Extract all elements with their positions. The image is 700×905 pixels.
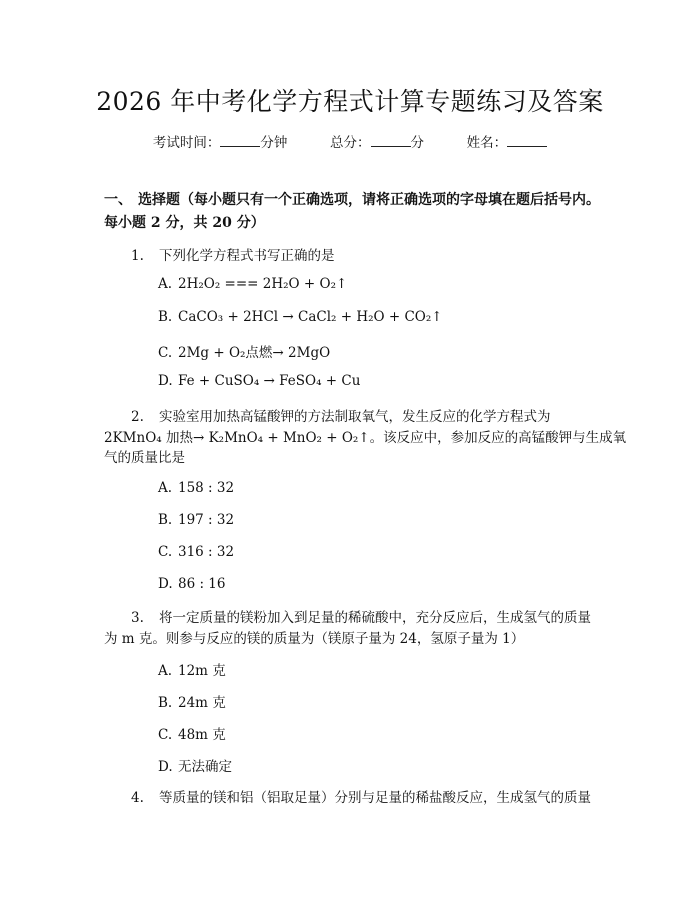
- name-blank: [507, 134, 547, 147]
- question-3-option-c: [158, 723, 226, 743]
- question-2-option-c: [158, 544, 234, 560]
- question-2-stem: [131, 405, 551, 425]
- option-label: B.: [158, 309, 173, 325]
- option-label: B.: [158, 695, 173, 711]
- question-text: 等质量的镁和铝（铝取足量）分别与足量的稀盐酸反应，生成氢气的质量: [159, 790, 591, 806]
- option-text: Fe + CuSO₄ → FeSO₄ + Cu: [178, 373, 361, 389]
- question-1-stem: [131, 244, 335, 264]
- option-label: A.: [158, 276, 173, 292]
- option-label: D.: [158, 576, 173, 592]
- question-3-stem-line-2: 为 m 克。则参与反应的镁的质量为（镁原子量为 24，氢原子量为 1）: [104, 631, 525, 647]
- section-text-1: 选择题（每小题只有一个正确选项，请将正确选项的字母填在题后括号内。: [138, 192, 600, 208]
- question-2-stem-line-2: 2KMnO₄ 加热→ K₂MnO₄ + MnO₂ + O₂↑。该反应中，参加反应的高锰酸钾与生成氧: [104, 430, 627, 446]
- name-label: 姓名：: [466, 135, 508, 151]
- section-heading: [104, 189, 604, 235]
- option-text: 24m 克: [178, 695, 226, 711]
- option-text: CaCO₃ + 2HCl → CaCl₂ + H₂O + CO₂↑: [178, 309, 443, 325]
- question-number: 1.: [131, 248, 144, 264]
- question-3-option-d: [158, 755, 232, 775]
- question-3-option-b: [158, 691, 226, 711]
- page-title: 2026 年中考化学方程式计算专题练习及答案: [96, 87, 604, 116]
- question-1-option-b: [158, 309, 443, 325]
- question-1-option-a: [158, 276, 347, 292]
- time-blank: [220, 134, 260, 147]
- question-2-option-b: [158, 512, 234, 528]
- question-2-option-d: [158, 576, 226, 592]
- section-text-2: 每小题 2 分，共 20 分）: [104, 215, 265, 231]
- option-text: 158 : 32: [178, 480, 235, 496]
- option-label: A.: [158, 480, 173, 496]
- score-unit: 分: [410, 135, 424, 151]
- question-4-stem: [131, 786, 591, 806]
- option-label: D.: [158, 373, 173, 389]
- option-label: B.: [158, 512, 173, 528]
- option-text: 48m 克: [178, 727, 226, 743]
- question-number: 4.: [131, 790, 144, 806]
- option-text: 2H₂O₂ === 2H₂O + O₂↑: [178, 276, 348, 292]
- time-unit: 分钟: [260, 135, 288, 151]
- option-label: A.: [158, 663, 173, 679]
- question-3-option-a: [158, 659, 226, 679]
- question-number: 2.: [131, 409, 144, 425]
- option-label: D.: [158, 759, 173, 775]
- question-number: 3.: [131, 610, 144, 626]
- option-label: C.: [158, 345, 173, 361]
- question-text: 下列化学方程式书写正确的是: [159, 248, 335, 264]
- option-text: 86 : 16: [178, 576, 226, 592]
- time-label: 考试时间：: [152, 135, 221, 151]
- question-3-stem: [131, 606, 591, 626]
- section-number: 一、: [104, 192, 132, 208]
- question-2-stem-line-3: 气的质量比是: [104, 450, 185, 466]
- option-text: 316 : 32: [178, 544, 235, 560]
- score-blank: [371, 134, 411, 147]
- option-label: C.: [158, 544, 173, 560]
- question-text: 将一定质量的镁粉加入到足量的稀硫酸中，充分反应后，生成氢气的质量: [159, 610, 591, 626]
- option-text: 无法确定: [178, 759, 232, 775]
- option-text: 197 : 32: [178, 512, 235, 528]
- question-text: 实验室用加热高锰酸钾的方法制取氧气，发生反应的化学方程式为: [159, 409, 551, 425]
- option-label: C.: [158, 727, 173, 743]
- question-1-option-c: [158, 341, 330, 361]
- score-label: 总分：: [330, 135, 371, 151]
- question-2-option-a: [158, 480, 234, 496]
- section-heading-line-1: [104, 189, 604, 212]
- question-1-option-d: [158, 373, 360, 389]
- option-text: 12m 克: [178, 663, 226, 679]
- exam-meta: [0, 131, 700, 151]
- option-text: 2Mg + O₂点燃→ 2MgO: [178, 345, 331, 361]
